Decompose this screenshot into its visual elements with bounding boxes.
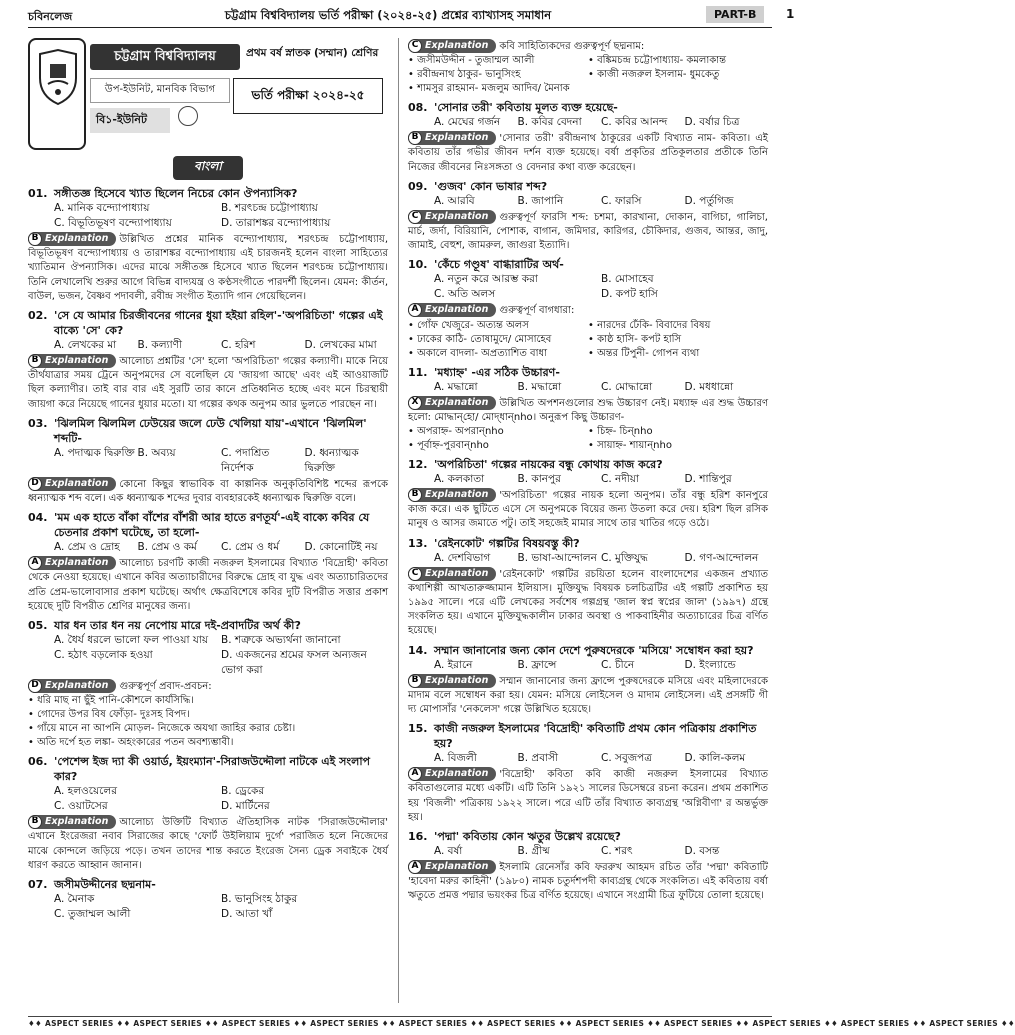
option-item: C. ফারসি bbox=[601, 194, 642, 207]
explanation-label: Explanation bbox=[45, 354, 109, 366]
option-item: B. অব্যয় bbox=[137, 446, 176, 459]
question-title bbox=[28, 416, 388, 446]
explanation bbox=[408, 567, 768, 639]
explanation-label: Explanation bbox=[45, 679, 109, 691]
question-title bbox=[408, 721, 768, 751]
answer-letter: B bbox=[408, 131, 422, 145]
option-item: B. প্রেম ও কর্ম bbox=[137, 541, 197, 554]
explanation-text: আলোচ্য উক্তিটি বিখ্যাত ঐতিহাসিক নাটক 'সিরাজউদ্দৌলার' এখানে ইংরেজরা নবাব সিরাজের কাছে 'ফোর্ট উইলিয়াম দুর্গে' পরাজিত হলে নিজেদের মাঝে কোন্দলে জড়িয়ে পড়ে। তখন তাদের শান্ত করতে ইংরেজ সৈন্য ড্রেক সবাইকে ধৈর্য ধারণ করতে আহ্বান জানান। bbox=[28, 817, 388, 871]
option-item: C. পদাশ্রিত নির্দেশক bbox=[221, 446, 270, 474]
question-block bbox=[408, 721, 768, 825]
option-item: C. মুক্তিযুদ্ধ bbox=[601, 551, 648, 564]
option-item: B. শরৎচন্দ্র চট্টোপাধ্যায় bbox=[221, 202, 318, 214]
explanation bbox=[408, 860, 768, 904]
option-list bbox=[408, 551, 768, 566]
answer-letter: A bbox=[408, 767, 422, 781]
option-list bbox=[28, 338, 388, 353]
explanation-text: উল্লিখিত অপশনগুলোর শুদ্ধ উচ্চারণ নেই। মধ্যাহ্ন এর শুদ্ধ উচ্চারণ হলো: মোদ্ধান্‌হো/ মোদ্‌ধান্‌nho। অনুরূপ কিছু উচ্চারণ- bbox=[408, 397, 768, 423]
answer-letter: A bbox=[408, 303, 422, 317]
option-item: A. আরবি bbox=[434, 194, 475, 207]
option-item: B. গ্রীষ্ম bbox=[517, 845, 550, 858]
question-title bbox=[408, 179, 768, 194]
explanation bbox=[28, 232, 388, 304]
option-item: C. মোদ্ধান্নো bbox=[601, 380, 653, 393]
question-title bbox=[408, 829, 768, 844]
part-badge: PART-B bbox=[706, 6, 764, 23]
university-title: চট্টগ্রাম বিশ্ববিদ্যালয় bbox=[90, 44, 240, 70]
section-tag-bangla: বাংলা bbox=[173, 156, 243, 180]
question-title bbox=[28, 510, 388, 540]
smiley-icon bbox=[178, 106, 198, 126]
question-number: 01. bbox=[28, 187, 48, 200]
question-text: 'পদ্মা' কবিতায় কোন ঋতুর উল্লেখ রয়েছে? bbox=[434, 830, 621, 844]
bullet-list bbox=[408, 425, 768, 453]
explanation-text: 'অপরিচিতা' গল্পের নায়ক হলো অনুপম। তাঁর বন্ধু হরিশ কানপুরে কাজ করে। এক ছুটিতে এসে সে অনুপমকে বিয়ের জন্য উতলা করে দেয়। হরিশ ছিল রসিক মানুষ ও আসর জমাতে পটু। তাই সহজেই মামার সাথে তার খাতির গড়ে ওঠে। bbox=[408, 490, 768, 530]
answer-letter: C bbox=[408, 210, 422, 224]
option-item: C. নদীয়া bbox=[601, 473, 640, 486]
option-item: A. লেখকের মা bbox=[54, 339, 117, 352]
bullet-item: • শামসুর রাহমান- মজলুম আদিব/ মৈনাক bbox=[408, 82, 588, 96]
option-item: D. লেখকের মামা bbox=[304, 339, 377, 352]
option-item: C. ওয়াটসের bbox=[54, 800, 108, 813]
option-list bbox=[408, 272, 768, 302]
explanation bbox=[408, 210, 768, 254]
question-block bbox=[28, 754, 388, 873]
bullet-list bbox=[28, 694, 388, 750]
explanation-badge bbox=[408, 131, 496, 145]
answer-letter: B bbox=[408, 488, 422, 502]
question-number: 06. bbox=[28, 755, 48, 769]
option-item: A. ইরানে bbox=[434, 658, 473, 671]
option-item: A. বিজলী bbox=[434, 752, 477, 765]
explanation bbox=[28, 815, 388, 873]
explanation-label: Explanation bbox=[45, 477, 109, 489]
explanation-text: গুরুত্বপূর্ণ বাগধারা: bbox=[499, 305, 575, 317]
question-block bbox=[408, 457, 768, 532]
question-title bbox=[408, 643, 768, 658]
option-list bbox=[408, 115, 768, 130]
option-item: A. কলকাতা bbox=[434, 473, 485, 486]
answer-letter: A bbox=[408, 860, 422, 874]
option-item: B. ড্রেকের bbox=[221, 785, 265, 798]
option-item: C. বিভূতিভূষণ বন্দ্যোপাধ্যায় bbox=[54, 217, 172, 229]
explanation bbox=[408, 39, 768, 54]
question-text: সম্মান জানানোর জন্য কোন দেশে পুরুষদেরকে 'মসিয়ে' সম্বোধন করা হয়? bbox=[434, 643, 754, 657]
explanation-badge bbox=[28, 354, 116, 368]
option-list bbox=[28, 892, 388, 922]
explanation-text: কোনো কিছুর স্বাভাবিক বা কাল্পনিক অনুকৃতিবিশিষ্ট শব্দের রূপকে ধ্বন্যাত্মক শব্দ বলে। এক ধ্বন্যাত্মক শব্দের দুবার ব্যবহারকেই ধ্বন্যাত্মক দ্বিরুক্তি বলে। bbox=[28, 478, 388, 505]
explanation-badge bbox=[28, 815, 116, 829]
series-footer: ♦♦ ASPECT SERIES ♦♦ ASPECT SERIES ♦♦ ASPECT SERIES ♦♦ ASPECT SERIES ♦♦ ASPECT SERIES ♦♦ ASPECT SERIES ♦♦ ASPECT SERIES ♦♦ ASPECT SERIES ♦♦ ASPECT SERIES ♦♦ ASPECT SERIES ♦♦ ASPECT SERIES ♦♦ bbox=[28, 1016, 772, 1028]
option-item: A. মৈনাক bbox=[54, 893, 95, 906]
answer-letter: B bbox=[28, 815, 42, 829]
option-list bbox=[28, 784, 388, 814]
answer-letter: D bbox=[28, 477, 42, 491]
explanation-label: Explanation bbox=[425, 210, 489, 222]
option-item: B. কল্যাণী bbox=[137, 339, 182, 352]
question-block bbox=[28, 186, 388, 304]
explanation bbox=[408, 674, 768, 718]
explanation-badge bbox=[408, 488, 496, 502]
explanation-text: গুরুত্বপূর্ণ ফারসি শব্দ: চশমা, কারখানা, দোকান, বাগিচা, গালিচা, মার্চ, জর্দা, বিরিয়ানি, পোশাক, বাগান, জমিদার, কারিগর, চৌকিদার, গুজব, আন্তর, জাদু, জামাই, বেহুশ, জামরুল, জাগুরা ইত্যাদি। bbox=[408, 211, 768, 252]
explanation bbox=[28, 477, 388, 506]
question-block bbox=[408, 536, 768, 639]
option-list bbox=[28, 633, 388, 678]
answer-letter: B bbox=[28, 232, 42, 246]
explanation-text: আলোচ্য চরণটি কাজী নজরুল ইসলামের বিখ্যাত 'বিদ্রোহী' কবিতা থেকে নেওয়া হয়েছে। এখানে কবির অত্যাচারীদের বিরুদ্ধে দ্রোহ বা যুদ্ধ এবং অত্যাচারিতদের প্রতি প্রেম-ভালোবাসার প্রকাশ ঘটেছে। অর্থাৎ ক্ষেত্রবিশেষে কবির দুটি বিপরীত সত্তার প্রকাশ হয়েছে দুটি বিপরীত শ্রেণির মানুষের জন্য। bbox=[28, 558, 388, 612]
question-block bbox=[408, 100, 768, 175]
option-item: B. ভাষা-আন্দোলন bbox=[517, 551, 597, 564]
explanation-text: উল্লিখিত প্রশ্নের মানিক বন্দ্যোপাধ্যায়, শরৎচন্দ্র চট্টোপাধ্যায়, বিভূতিভূষণ বন্দ্যোপাধ্যায় ও তারাশঙ্কর বন্দ্যোপাধ্যায় এই চারজনই হলেন বাংলা সাহিত্যের খ্যাতিমান ঔপন্যাসিক। এদের মাঝে সঙ্গীতজ্ঞ হিসেবে খ্যাত ছিলেন শরৎচন্দ্র চট্টোপাধ্যায়। তিনি লেখালেখি শুরুর আগে বিভিন্ন বাদ্যযন্ত্র ও কণ্ঠসংগীতে পারদর্শী ছিলেন। যেমন: কীর্তন, বাউল, ভজন, বৈষ্ণব পদাবলী, রবীন্দ্র সংগীত ইত্যাদি গান গেয়েছিলেন। bbox=[28, 234, 388, 302]
question-block bbox=[408, 643, 768, 718]
question-text: 'রেইনকোট' গল্পটির বিষয়বস্তু কী? bbox=[434, 536, 580, 550]
option-list bbox=[28, 540, 388, 555]
option-item: D. মার্টিনের bbox=[221, 800, 270, 813]
question-title bbox=[408, 365, 768, 380]
option-item: A. বর্ষা bbox=[434, 845, 463, 858]
option-item: A. মদ্ধান্নো bbox=[434, 380, 478, 393]
bullet-item: • অতি দর্পে হত লঙ্কা- অহংকারের পতন অবশ্যম্ভাবী। bbox=[28, 736, 388, 750]
explanation-label: Explanation bbox=[425, 567, 489, 579]
question-text: জসীমউদ্দীনের ছদ্মনাম- bbox=[54, 878, 156, 892]
page-header bbox=[28, 6, 795, 28]
explanation-badge bbox=[408, 860, 496, 874]
bullet-item: • সায়াহ্ন- শায়ান্‌nho bbox=[588, 439, 768, 453]
question-text: 'গুজব' কোন ভাষার শব্দ? bbox=[434, 179, 548, 193]
option-item: D. তারাশঙ্কর বন্দ্যোপাধ্যায় bbox=[221, 217, 331, 229]
question-text: 'মধ্যাহ্ন' -এর সঠিক উচ্চারণ- bbox=[434, 365, 560, 379]
option-item: B. ভানুসিংহ ঠাকুর bbox=[221, 893, 298, 906]
explanation bbox=[408, 303, 768, 318]
explanation-badge bbox=[408, 567, 496, 581]
question-text: সঙ্গীতজ্ঞ হিসেবে খ্যাত ছিলেন নিচের কোন ঔপন্যাসিক? bbox=[54, 187, 298, 200]
page-title: চট্টগ্রাম বিশ্ববিদ্যালয় ভর্তি পরীক্ষা (২০২৪-২৫) প্রশ্নের ব্যাখ্যাসহ সমাধান bbox=[224, 8, 552, 22]
explanation-label: Explanation bbox=[425, 396, 489, 408]
explanation-text: আলোচ্য প্রশ্নটির 'সে' হলো 'অপরিচিতা' গল্পের কল্যাণী। মাকে নিয়ে তীর্থযাত্রার সময় ট্রেনে অনুপমদের সে বলেছিল যে 'জায়গা আছে' এবং এই আওয়াজটি ছিল কল্যাণীর। তাই বার বার এই সুরটি তার কানে প্রতিধ্বনিত হচ্ছে এবং মনে চিরস্থায়ী জায়গা করে নিয়েছে গানের ধুয়ার মতো। যা গল্পের কথক অনুপম আর ভুলতে পারছেন না। bbox=[28, 356, 388, 410]
option-item: D. বসন্ত bbox=[684, 845, 720, 858]
option-item: D. ইংল্যান্ডে bbox=[684, 658, 736, 671]
option-item: C. হরিশ bbox=[221, 339, 256, 352]
question-text: 'মম এক হাতে বাঁকা বাঁশের বাঁশরী আর হাতে রণতূর্য'-এই বাক্যে কবির যে চেতনার প্রকাশ ঘটেছে, তা হলো- bbox=[54, 511, 370, 540]
option-item: C. শরৎ bbox=[601, 845, 633, 858]
question-number: 07. bbox=[28, 878, 48, 892]
question-list-left bbox=[28, 186, 388, 922]
explanation-badge bbox=[28, 556, 116, 570]
question-number: 16. bbox=[408, 830, 428, 844]
question-number: 14. bbox=[408, 643, 428, 657]
explanation bbox=[408, 767, 768, 825]
explanation-text: সম্মান জানানোর জন্য ফ্রান্সে পুরুষদেরকে মসিয়ে এবং মহিলাদেরকে মাদাম বলে সম্বোধন করা হয়। যেমন: মসিয়ে লোইসেল ও মাদাম লোইসেল। এই প্রসঙ্গটি গী দ্য মোপাসাঁর 'নেকলেস' গল্পে উল্লিখিত হয়েছে। bbox=[408, 675, 768, 716]
option-item: C. কবির আনন্দ bbox=[601, 116, 668, 129]
explanation bbox=[28, 556, 388, 614]
bullet-item: • গাঁয়ে মানে না আপনি মোড়ল- নিজেকে অযথা জাহির করার চেষ্টা। bbox=[28, 722, 388, 736]
answer-letter: D bbox=[28, 679, 42, 693]
question-block bbox=[28, 618, 388, 750]
answer-letter: C bbox=[408, 567, 422, 581]
option-item: B. প্রবাসী bbox=[517, 752, 559, 765]
bullet-item: • কাজী নজরুল ইসলাম- ধুমকেতু bbox=[588, 68, 768, 82]
question-number: 11. bbox=[408, 365, 428, 379]
question-text: যার ধন তার ধন নয় নেপোয় মারে দই-প্রবাদটির অর্থ কী? bbox=[54, 619, 301, 633]
explanation-badge bbox=[408, 39, 496, 53]
question-block bbox=[408, 257, 768, 360]
option-item: D. গণ-আন্দোলন bbox=[684, 551, 759, 564]
explanation-label: Explanation bbox=[425, 304, 489, 316]
option-list bbox=[408, 380, 768, 395]
answer-letter: B bbox=[408, 674, 422, 688]
option-item: B. মদ্ধান্নো bbox=[517, 380, 562, 393]
question-title bbox=[28, 186, 388, 201]
explanation-text: 'সোনার তরী' রবীন্দ্রনাথ ঠাকুরের একটি বিখ্যাত নাম- কবিতা। এই কবিতায় তাঁর গভীর জীবন দর্শন ব্যক্ত হয়েছে। বর্ষা প্রকৃতির প্রতিকূলতার প্রতীকে তিনি নিজের জীবনের নিঃসঙ্গতা ও বেদনার কথা ব্যক্ত করেছেন। bbox=[408, 133, 768, 173]
option-item: D. কোনোটিই নয় bbox=[304, 541, 378, 554]
question-block bbox=[408, 179, 768, 254]
explanation-badge bbox=[28, 679, 116, 693]
option-item: D. মধধান্নো bbox=[684, 380, 734, 393]
explanation-text: ইসলামি রেনেসাঁর কবি ফররুখ আহমদ রচিত তাঁর 'পদ্মা' কবিতাটি 'হাবেদা মরুর কাহিনী' (১৯৮০) নামক চতুর্দশপদী কাব্যগ্রন্থ থেকে সংকলিত। এই কবিতায় বর্ষা ঋতুতে প্রমত্ত পদ্মার ভয়ংকর চিত্র বর্ণিত হয়েছে। এখানে সংগ্রামী চিত্র ফুটিয়ে তোলা হয়েছে। bbox=[408, 862, 768, 902]
question-list-right bbox=[408, 39, 768, 904]
bullet-item: • অন্তর টিপুনী- গোপন ব্যথা bbox=[588, 347, 768, 361]
option-item: A. হলওয়েলের bbox=[54, 785, 117, 798]
question-number: 15. bbox=[408, 722, 428, 736]
explanation-label: Explanation bbox=[45, 816, 109, 828]
explanation-label: Explanation bbox=[425, 132, 489, 144]
answer-letter: X bbox=[408, 396, 422, 410]
explanation bbox=[408, 488, 768, 532]
explanation-badge bbox=[28, 232, 116, 246]
question-title bbox=[408, 100, 768, 115]
option-item: A. দেশবিভাগ bbox=[434, 551, 491, 564]
option-list bbox=[408, 751, 768, 766]
question-block bbox=[408, 39, 768, 96]
answer-letter: A bbox=[28, 556, 42, 570]
explanation-label: Explanation bbox=[425, 674, 489, 686]
option-item: B. ফ্রান্সে bbox=[517, 658, 557, 671]
question-number: 08. bbox=[408, 101, 428, 115]
option-item: A. ধৈর্য ধরলে ভালো ফল পাওয়া যায় bbox=[54, 634, 209, 647]
explanation-badge bbox=[408, 303, 496, 317]
explanation bbox=[408, 396, 768, 425]
question-title bbox=[408, 457, 768, 472]
option-item: B. কবির বেদনা bbox=[517, 116, 582, 129]
explanation bbox=[408, 131, 768, 175]
question-title bbox=[28, 877, 388, 892]
explanation bbox=[28, 679, 388, 694]
question-text: 'অপরিচিতা' গল্পের নায়কের বন্ধু কোথায় কাজ করে? bbox=[434, 458, 663, 472]
question-block bbox=[28, 877, 388, 922]
option-item: B. জাপানি bbox=[517, 194, 564, 207]
bullet-item: • গোঁফ খেজুরে- অত্যন্ত অলস bbox=[408, 319, 588, 333]
bullet-item: • কাষ্ঠ হাসি- কপট হাসি bbox=[588, 333, 768, 347]
university-banner bbox=[28, 38, 388, 152]
option-item: A. পদাত্মক দ্বিরুক্তি bbox=[54, 446, 135, 459]
bullet-item: • নারদের ঢেঁকি- বিবাদের বিষয় bbox=[588, 319, 768, 333]
question-number: 04. bbox=[28, 511, 48, 525]
explanation-label: Explanation bbox=[425, 768, 489, 780]
bullet-item: • বঙ্কিমচন্দ্র চট্টোপাধ্যায়- কমলাকান্ত bbox=[588, 54, 768, 68]
option-item: B. মোসাহেব bbox=[601, 273, 654, 286]
explanation-label: Explanation bbox=[45, 557, 109, 569]
bullet-item: • ঢাকের কাঠি- তোষামুদে/ মোসাহেব bbox=[408, 333, 588, 347]
question-title bbox=[28, 308, 388, 338]
explanation-badge bbox=[408, 210, 496, 224]
option-item: C. হঠাৎ বড়লোক হওয়া bbox=[54, 649, 153, 662]
option-item: D. শান্তিপুর bbox=[684, 473, 732, 486]
question-number: 05. bbox=[28, 619, 48, 633]
question-block bbox=[408, 829, 768, 904]
option-item: C. তুজাম্মল আলী bbox=[54, 908, 131, 921]
question-text: 'ঝিলমিল ঝিলমিল ঢেউয়ের জলে ঢেউ খেলিয়া যায়'-এখানে 'ঝিলমিল' শব্দটি- bbox=[54, 416, 367, 445]
explanation-text: গুরুত্বপূর্ণ প্রবাদ-প্রবচন: bbox=[119, 681, 212, 693]
option-list bbox=[408, 658, 768, 673]
left-column bbox=[28, 38, 388, 926]
question-block bbox=[28, 308, 388, 412]
explanation-label: Explanation bbox=[45, 232, 109, 244]
question-number: 02. bbox=[28, 309, 48, 323]
bullet-item: • চিহ্ন- চিন্‌nho bbox=[588, 425, 768, 439]
option-item: C. সবুজপত্র bbox=[601, 752, 653, 765]
bullet-item: • জসীমউদ্দীন - তুজাম্মল আলী bbox=[408, 54, 588, 68]
explanation-badge bbox=[408, 767, 496, 781]
option-item: C. প্রেম ও ধর্ম bbox=[221, 541, 280, 554]
question-title bbox=[28, 618, 388, 633]
question-text: কাজী নজরুল ইসলামের 'বিদ্রোহী' কবিতাটি প্রথম কোন পত্রিকায় প্রকাশিত হয়? bbox=[434, 722, 757, 751]
sub-unit-label: উপ-ইউনিট, মানবিক বিভাগ bbox=[90, 78, 230, 103]
explanation-badge bbox=[28, 477, 116, 491]
exam-label: ভর্তি পরীক্ষা ২০২৪-২৫ bbox=[233, 78, 383, 114]
bullet-item: • অপরাহ্ন- অপরান্‌nho bbox=[408, 425, 588, 439]
option-item: D. একজনের শ্রমের ফসল অন্যজন ভোগ করা bbox=[221, 649, 367, 677]
question-block bbox=[28, 416, 388, 506]
class-label: প্রথম বর্ষ স্নাতক (সম্মান) শ্রেণির bbox=[246, 47, 379, 59]
explanation-label: Explanation bbox=[425, 39, 489, 51]
option-item: A. নতুন করে আরম্ভ করা bbox=[434, 273, 538, 286]
bullet-item: • রবীন্দ্রনাথ ঠাকুর- ভানুসিংহ bbox=[408, 68, 588, 82]
option-list bbox=[408, 194, 768, 209]
option-list bbox=[408, 472, 768, 487]
bullet-item: • গোদের উপর বিষ ফোঁড়া- দুঃসহ বিপদ। bbox=[28, 708, 388, 722]
option-item: C. অতি অলস bbox=[434, 288, 496, 301]
explanation-text: কবি সাহিত্যিকদের গুরুত্বপূর্ণ ছদ্মনাম: bbox=[499, 41, 645, 52]
option-item: B. কানপুর bbox=[517, 473, 561, 486]
question-number: 09. bbox=[408, 179, 428, 193]
option-item: A. মেঘের গর্জন bbox=[434, 116, 501, 129]
publisher-name: চবিনলেজ bbox=[28, 10, 73, 23]
column-divider bbox=[398, 38, 399, 1003]
option-list bbox=[28, 201, 388, 231]
explanation-label: Explanation bbox=[425, 860, 489, 872]
option-item: B. শত্রুকে অভ্যর্থনা জানানো bbox=[221, 634, 341, 647]
option-item: D. পর্তুগিজ bbox=[684, 194, 734, 207]
answer-letter: C bbox=[408, 39, 422, 53]
option-item: D. কপট হাসি bbox=[601, 288, 658, 301]
question-title bbox=[408, 257, 768, 272]
question-number: 10. bbox=[408, 258, 428, 272]
option-list bbox=[408, 844, 768, 859]
option-item: C. চীনে bbox=[601, 658, 635, 671]
option-list bbox=[28, 446, 388, 476]
question-block bbox=[28, 510, 388, 614]
option-item: A. প্রেম ও দ্রোহ bbox=[54, 541, 120, 554]
explanation-text: 'রেইনকোট' গল্পটির রচয়িতা হলেন বাংলাদেশের একজন প্রখ্যাত কথাশিল্পী আখতারুজ্জামান ইলিয়াস। মুক্তিযুদ্ধ বিষয়ক চলচিত্রটির এই গল্পটি প্রকাশিত হয় ১৯৯৫ সালে। পরে এটি লেখকের সর্বশেষ গল্পগ্রন্থ 'জাল স্বপ্ন স্বপ্নের জাল' (১৯৯৭) গ্রন্থে সংকলিত হয়। এখানে মুক্তিযুদ্ধকালীন ঢাকার অবস্থা ও পাকবাহিনীর অত্যাচারের চিত্র বর্ণিত হয়েছে। bbox=[408, 568, 768, 637]
explanation-label: Explanation bbox=[425, 488, 489, 500]
option-item: D. আতা খাঁ bbox=[221, 908, 273, 921]
option-item: D. বর্ষার চিত্র bbox=[684, 116, 740, 129]
question-block bbox=[408, 365, 768, 453]
question-title bbox=[28, 754, 388, 784]
question-text: 'সে যে আমার চিরজীবনের গানের ধুয়া হইয়া রহিল'-'অপরিচিতা' গল্পের এই বাক্যে 'সে' কে? bbox=[54, 309, 383, 338]
explanation-text: 'বিদ্রোহী' কবিতা কবি কাজী নজরুল ইসলামের বিখ্যাত কবিতাগুলোর মধ্যে একটি। এটি তিনি ১৯২১ সালের ডিসেম্বরে রচনা করেন। প্রথম প্রকাশিত হয় 'বিজলী' পত্রিকায় ১৯২২ সালে। পরে এটি তাঁর বিখ্যাত কাব্যগ্রন্থ 'অগ্নিবীণা' র অন্তর্ভুক্ত হয়। bbox=[408, 769, 768, 823]
university-logo bbox=[28, 38, 86, 150]
bullet-list bbox=[408, 319, 768, 361]
question-text: 'সোনার তরী' কবিতায় মূলত ব্যক্ত হয়েছে- bbox=[434, 101, 618, 115]
page-number: 1 bbox=[786, 7, 795, 21]
question-number: 03. bbox=[28, 416, 48, 430]
option-item: A. মানিক বন্দ্যোপাধ্যায় bbox=[54, 202, 150, 214]
question-text: 'পেশেন্স ইজ দ্যা কী ওয়ার্ড, ইয়ংম্যান'-সিরাজউদ্দৌলা নাটকে এই সংলাপ কার? bbox=[54, 755, 371, 784]
bullet-list bbox=[408, 54, 768, 96]
bullet-item: • পূর্বাহ্ন-পুরবান্‌nho bbox=[408, 439, 588, 453]
question-text: 'কেঁচে গণ্ডূষ' বাগ্ধারাটির অর্থ- bbox=[434, 258, 564, 272]
explanation-badge bbox=[408, 396, 496, 410]
bullet-item: • ধরি মাছ না ছুঁই পানি-কৌশলে কার্যসিদ্ধি। bbox=[28, 694, 388, 708]
right-column bbox=[408, 38, 768, 908]
option-item: D. কালি-কলম bbox=[684, 752, 746, 765]
unit-label: বি১-ইউনিট bbox=[90, 108, 170, 133]
question-title bbox=[408, 536, 768, 551]
answer-letter: B bbox=[28, 354, 42, 368]
explanation bbox=[28, 354, 388, 412]
explanation-badge bbox=[408, 674, 496, 688]
question-number: 12. bbox=[408, 458, 428, 472]
question-number: 13. bbox=[408, 536, 428, 550]
bullet-item: • অকালে বাদলা- অপ্রত্যাশিত বাধা bbox=[408, 347, 588, 361]
option-item: D. ধ্বন্যাত্মক দ্বিরুক্তি bbox=[304, 446, 359, 474]
